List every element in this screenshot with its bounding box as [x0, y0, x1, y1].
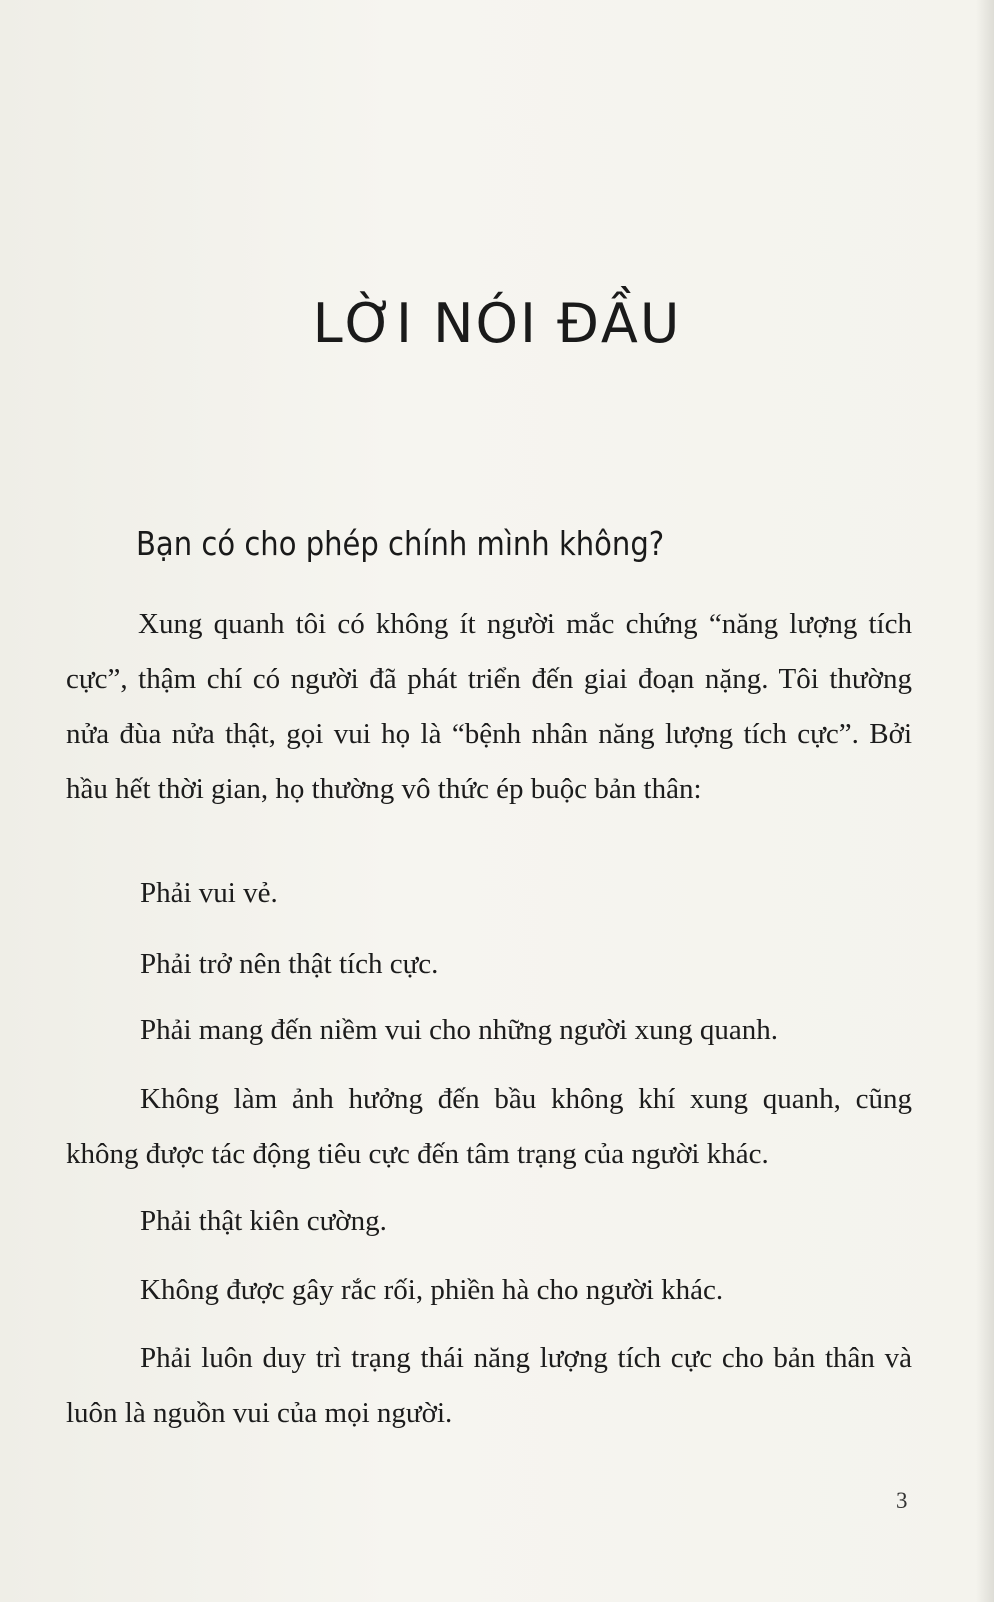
paragraph-5: Phải thật kiên cường.	[140, 1205, 387, 1237]
paragraph-7: Phải luôn duy trì trạng thái năng lượng tích cực cho bản thân và luôn là nguồn vui của mọi người.	[66, 1342, 912, 1429]
paragraph-6: Không được gây rắc rối, phiền hà cho người khác.	[140, 1274, 724, 1306]
page-number: 3	[896, 1488, 908, 1513]
paragraph-3: Phải mang đến niềm vui cho những người xung quanh.	[140, 1014, 778, 1046]
paragraph-1: Phải vui vẻ.	[140, 877, 278, 909]
paragraph-4: Không làm ảnh hưởng đến bầu không khí xung quanh, cũng không được tác động tiêu cực đến tâm trạng của người khác.	[66, 1083, 912, 1170]
paragraph-2: Phải trở nên thật tích cực.	[140, 948, 439, 980]
section-heading: Bạn có cho phép chính mình không?	[136, 524, 665, 563]
page-edge-shadow	[976, 0, 994, 1602]
chapter-title: LỜI NÓI ĐẦU	[312, 292, 682, 355]
intro-paragraph: Xung quanh tôi có không ít người mắc chứng “năng lượng tích cực”, thậm chí có người đã phát triển đến giai đoạn nặng. Tôi thường nửa đùa nửa thật, gọi vui họ là “bệnh nhân năng lượng tích cực”. Bởi hầu hết thời gian, họ thường vô thức ép buộc bản thân:	[66, 608, 912, 805]
